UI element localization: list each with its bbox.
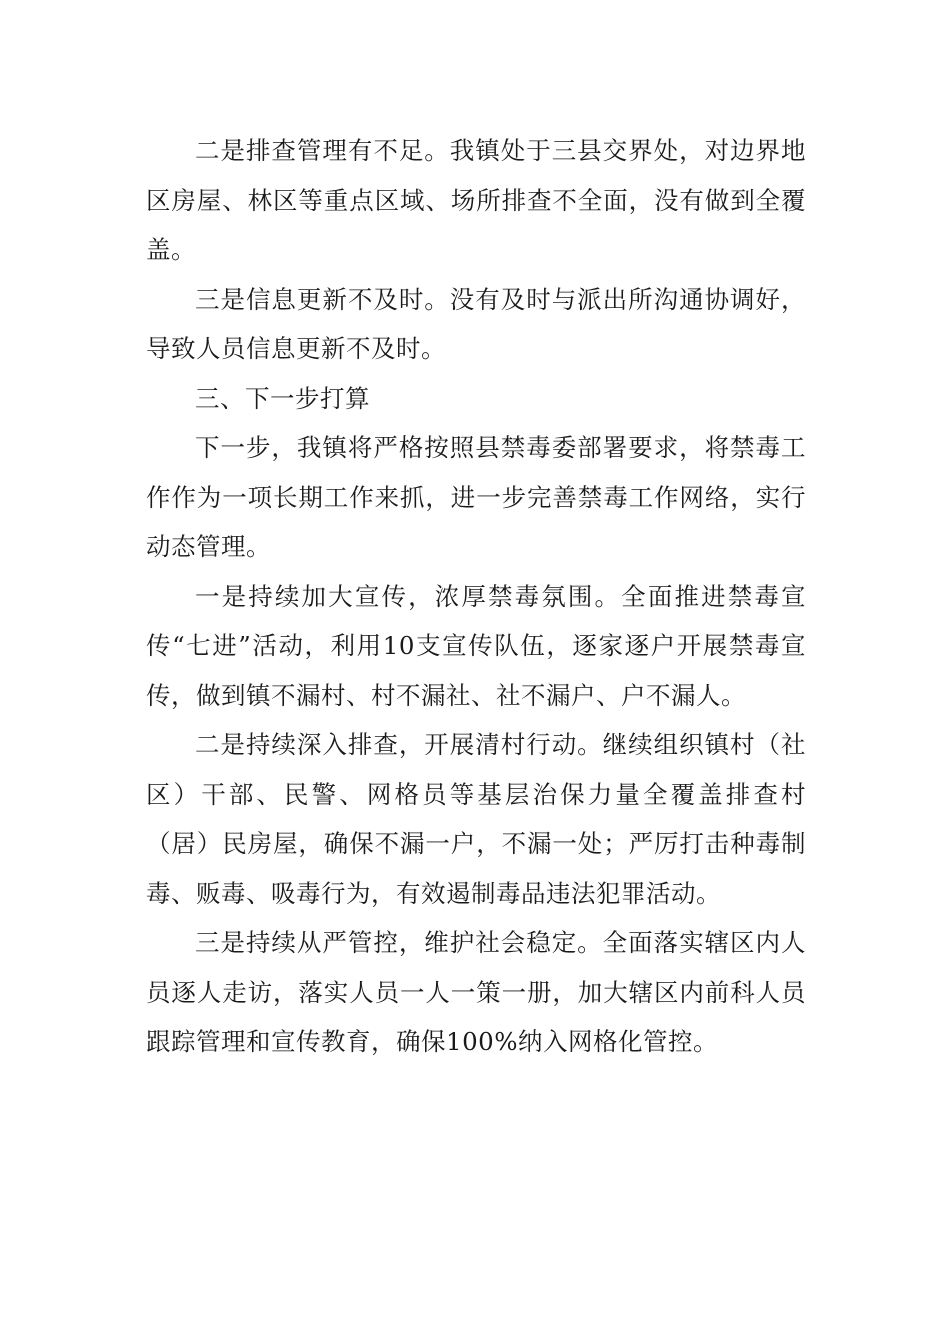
paragraph-info-update: 三是信息更新不及时。没有及时与派出所沟通协调好，导致人员信息更新不及时。	[146, 284, 806, 363]
paragraph-screening-shortfall: 二是排查管理有不足。我镇处于三县交界处，对边界地区房屋、林区等重点区域、场所排查不全面，没有做到全覆盖。	[146, 136, 806, 264]
paragraph-publicity: 一是持续加大宣传，浓厚禁毒氛围。全面推进禁毒宣传“七进”活动，利用10支宣传队伍，逐家逐户开展禁毒宣传，做到镇不漏村、村不漏社、社不漏户、户不漏人。	[146, 581, 806, 710]
section-heading-next-steps: 三、下一步打算	[195, 383, 370, 413]
document-body	[146, 126, 806, 1067]
paragraph-screening-action: 二是持续深入排查，开展清村行动。继续组织镇村（社区）干部、民警、网格员等基层治保力量全覆盖排查村（居）民房屋，确保不漏一户，不漏一处；严厉打击种毒制毒、贩毒、吸毒行为，有效遏制毒品违法犯罪活动。	[146, 730, 806, 908]
paragraph-next-step-intro: 下一步，我镇将严格按照县禁毒委部署要求，将禁毒工作作为一项长期工作来抓，进一步完善禁毒工作网络，实行动态管理。	[146, 433, 806, 561]
paragraph-strict-control: 三是持续从严管控，维护社会稳定。全面落实辖区内人员逐人走访，落实人员一人一策一册，加大辖区内前科人员跟踪管理和宣传教育，确保100%纳入网格化管控。	[146, 928, 806, 1056]
